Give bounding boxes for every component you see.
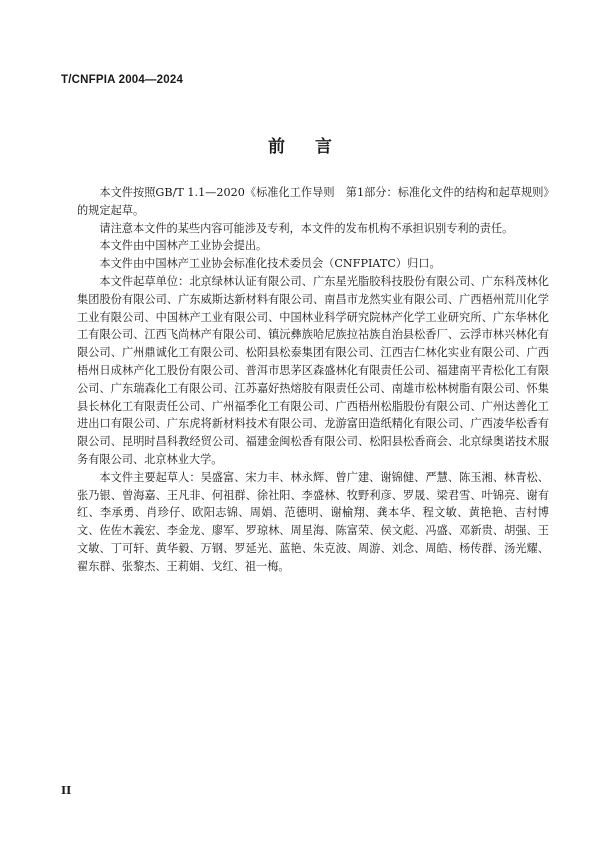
paragraph-drafting-rules: 本文件按照GB/T 1.1—2020《标准化工作导则 第1部分：标准化文件的结构和起草规则》的规定起草。	[77, 186, 549, 217]
foreword-body	[77, 184, 549, 576]
document-number: T/CNFPIA 2004—2024	[61, 74, 184, 86]
paragraph-proposer: 本文件由中国林产工业协会提出。	[99, 239, 268, 253]
paragraph-drafting-units: 本文件起草单位：北京绿林认证有限公司、广东星光脂胶科技股份有限公司、广东科茂林化集团股份有限公司、广东威斯达新材料有限公司、南昌市龙然实业有限公司、广西梧州荒川化学工业有限公司、中国林产工业有限公司、中国林业科学研究院林产化学工业研究所、广东华林化工有限公司、江西飞尚林产有限公司、镇沅彝族哈尼族拉祜族自治县松香厂、云浮市林兴林化有限公司、广州鼎诚化工有限公司、松阳县松泰集团有限公司、江西吉仁林化实业有限公司、广西梧州日成林产化工股份有限公司、普洱市思茅区森盛林化有限责任公司、福建南平青松化工有限公司、广东瑞森化工有限公司、江苏嘉好热熔胶有限责任公司、南雄市松林树脂有限公司、怀集县长林化工有限责任公司、广州福季化工有限公司、广西梧州松脂股份有限公司、广州达善化工进出口有限公司、广东虎将新材料技术有限公司、龙游富田造纸精化有限公司、广西凌华松香有限公司、昆明时昌科教经贸公司、福建金闽松香有限公司、松阳县松香商会、北京绿奥诺技术服务有限公司、北京林业大学。	[77, 274, 549, 466]
page-number: II	[61, 784, 72, 797]
page-title: 前言	[268, 137, 362, 157]
paragraph-patent-notice: 请注意本文件的某些内容可能涉及专利，本文件的发布机构不承担识别专利的责任。	[99, 221, 514, 235]
paragraph-technical-committee: 本文件由中国林产工业协会标准化技术委员会（CNFPIATC）归口。	[99, 257, 441, 271]
paragraph-drafters: 本文件主要起草人：吴盛富、宋力丰、林永辉、曾广建、谢锦健、严慧、陈玉湘、林青松、张乃银、曾海嘉、王凡非、何祖群、徐社阳、李盛林、牧野利彦、罗晟、梁君雪、叶锦亮、谢有红、李承勇、肖珍仔、欧阳志锦、周娟、范德明、谢榆翔、龚本华、程文敏、黄艳艳、吉村博文、佐佐木義宏、李金龙、廖军、罗琼林、周星海、陈富荣、侯文彪、冯盛、邓新贵、胡强、王文敏、丁可轩、黄华毅、万钢、罗延光、蓝艳、朱克波、周游、刘念、周皓、杨传群、汤光耀、翟东群、张黎杰、王莉娟、戈红、祖一梅。	[77, 470, 549, 573]
